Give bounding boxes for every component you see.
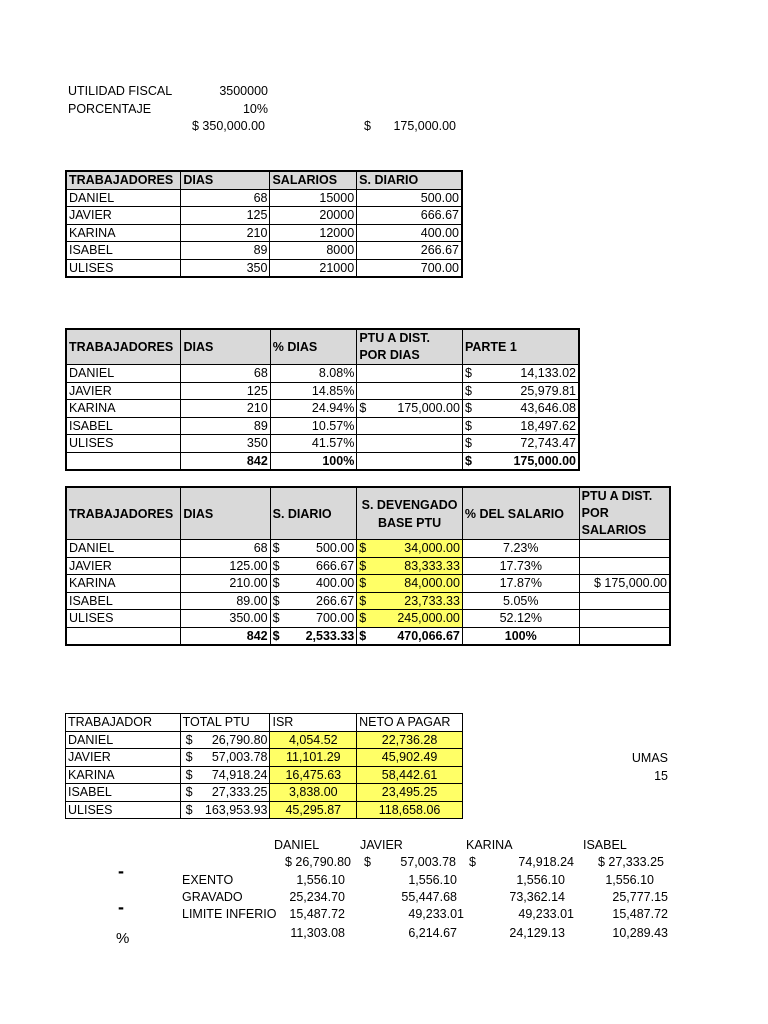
table-cell: 118,658.06 [357,801,463,819]
table-row [66,189,462,207]
table-cell [357,540,463,558]
table-row [66,749,463,767]
table-cell: 4,054.52 [270,731,357,749]
table-cell: 100% [462,627,579,645]
row-value: 11,303.08 [290,926,345,940]
limite-inferior-label: LIMITE INFERIO [182,907,277,921]
row-value: 15,487.72 [289,907,345,921]
col-header: TRABAJADORES [66,171,181,189]
bottom-total-javier: 57,003.78 [400,855,456,869]
table-cell [270,592,357,610]
currency-symbol: $ [469,855,476,869]
table-cell: ULISES [66,259,181,277]
currency-symbol: $ [359,611,367,626]
amount: 43,646.08 [520,401,576,416]
table-cell [270,540,357,558]
table-cell: 15000 [270,189,357,207]
col-header: S. DIARIO [270,487,357,540]
col-header: PTU A DIST. POR SALARIOS [579,487,670,540]
table-row [66,224,462,242]
table-row [66,801,463,819]
currency-symbol: $ [185,802,193,817]
table-cell: 10.57% [270,417,357,435]
table-cell: DANIEL [66,189,181,207]
table-cell: 17.73% [462,557,579,575]
umas-label: UMAS [631,751,668,765]
table-cell: 210 [181,400,270,418]
table-cell: 17.87% [462,575,579,593]
bottom-total-daniel: $ 26,790.80 [284,855,351,869]
porcentaje-value: 10% [242,102,268,116]
table-cell: 22,736.28 [357,731,463,749]
table-row [66,731,463,749]
amount: 14,133.02 [520,366,576,381]
row-value: 10,289.43 [612,926,668,940]
ptu-salarios-table [65,486,671,646]
bottom-name-karina: KARINA [466,838,513,852]
col-header: % DIAS [270,329,357,365]
table-row [66,382,579,400]
utilidad-fiscal-label: UTILIDAD FISCAL [68,84,173,98]
table-cell [180,749,270,767]
table-cell: 700.00 [357,259,462,277]
total-ptu-value: $ 350,000.00 [192,119,265,133]
amount: 175,000.00 [513,453,576,468]
currency-symbol: $ [272,541,280,556]
table-cell: 3,838.00 [270,784,357,802]
total-row [66,627,670,645]
amount: 23,733.33 [404,593,460,608]
table-cell: 12000 [270,224,357,242]
table-cell: 125 [181,382,270,400]
table-cell: 20000 [270,207,357,225]
currency-symbol: $ [359,401,367,416]
table-cell: 500.00 [357,189,462,207]
table-cell: 350 [181,435,270,453]
table-cell [357,417,463,435]
row-value: 15,487.72 [612,907,668,921]
currency-symbol: $ [272,628,280,643]
table-row [66,540,670,558]
table-row [66,610,670,628]
amount: 163,953.93 [204,802,268,817]
col-header: S. DEVENGADO BASE PTU [357,487,463,540]
amount: 84,000.00 [404,576,460,591]
currency-symbol: $ [359,628,367,643]
table-cell: ISABEL [66,242,181,260]
table-cell: 89 [181,242,270,260]
dash-mark: - [118,861,124,881]
col-header: % DEL SALARIO [462,487,579,540]
table-cell: 125.00 [181,557,270,575]
table-cell: 68 [181,365,270,383]
utilidad-fiscal-value: 3500000 [219,84,268,98]
table-cell: 5.05% [462,592,579,610]
row-value: 6,214.67 [408,926,457,940]
salarios-table [65,170,463,278]
row-value: 73,362.14 [509,890,565,904]
umas-value: 15 [654,769,668,783]
table-cell: 14.85% [270,382,357,400]
row-value: 1,556.10 [408,873,457,887]
table-cell [180,766,270,784]
table-cell: ULISES [66,435,181,453]
table-cell: 210.00 [181,575,270,593]
table-cell [357,557,463,575]
table-cell: 68 [181,540,270,558]
table-cell [66,452,181,470]
table-cell: KARINA [66,400,181,418]
gravado-label: GRAVADO [182,890,243,904]
amount: 74,918.24 [211,767,268,782]
amount: 57,003.78 [211,750,268,765]
table-cell: 11,101.29 [270,749,357,767]
col-header: NETO A PAGAR [357,714,463,732]
currency-symbol: $ [359,593,367,608]
bottom-name-daniel: DANIEL [274,838,320,852]
table-row [66,417,579,435]
amount: 27,333.25 [211,785,268,800]
table-cell [270,627,357,645]
currency-symbol: $ [464,453,472,468]
table-cell [579,610,670,628]
table-cell [462,417,579,435]
table-row [66,400,579,418]
amount: 25,979.81 [520,383,576,398]
table-cell: 842 [181,452,270,470]
currency-symbol: $ [272,611,280,626]
table-cell: 400.00 [357,224,462,242]
table-cell: 45,902.49 [357,749,463,767]
col-header: TRABAJADOR [66,714,181,732]
col-header: PARTE 1 [462,329,579,365]
table-cell [270,610,357,628]
table-cell: 89.00 [181,592,270,610]
table-cell: DANIEL [66,365,181,383]
currency-symbol: $ [464,383,472,398]
table-cell: KARINA [66,224,181,242]
currency-symbol: $ [272,576,280,591]
amount: 700.00 [316,611,355,626]
currency-symbol: $ [272,558,280,573]
table-cell: 350 [181,259,270,277]
table-cell [579,592,670,610]
col-header: PTU A DIST. POR DIAS [357,329,463,365]
table-cell [357,435,463,453]
table-cell: ISABEL [66,592,181,610]
table-cell: 52.12% [462,610,579,628]
table-cell: 8.08% [270,365,357,383]
ptu-dias-header-row [66,329,579,365]
table-cell: 842 [181,627,270,645]
table-cell: 45,295.87 [270,801,357,819]
table-cell: 58,442.61 [357,766,463,784]
amount: 26,790.80 [211,732,268,747]
table-cell: 666.67 [357,207,462,225]
table-cell [462,382,579,400]
percent-mark: % [116,930,130,947]
table-cell: JAVIER [66,557,181,575]
bottom-total-karina: 74,918.24 [518,855,574,869]
currency-symbol: $ [185,785,193,800]
table-cell [357,610,463,628]
table-cell: 8000 [270,242,357,260]
table-cell [357,592,463,610]
table-cell [462,400,579,418]
ptu-salarios-header-row [66,487,670,540]
table-cell [270,557,357,575]
bottom-total-isabel: $ 27,333.25 [597,855,664,869]
col-header: SALARIOS [270,171,357,189]
amount: 470,066.67 [397,628,460,643]
table-row [66,365,579,383]
table-cell: DANIEL [66,731,181,749]
currency-symbol: $ [464,366,472,381]
col-header: DIAS [181,329,270,365]
table-cell [357,400,463,418]
col-header: DIAS [181,171,270,189]
bottom-name-javier: JAVIER [360,838,403,852]
currency-symbol: $ [359,558,367,573]
table-cell [462,365,579,383]
ptu-dias-table [65,328,580,471]
amount: 500.00 [316,541,355,556]
table-cell [462,435,579,453]
table-cell: ISABEL [66,417,181,435]
table-cell: 7.23% [462,540,579,558]
amount: 175,000.00 [397,401,460,416]
table-row [66,259,462,277]
half-ptu-symbol: $ [364,119,371,133]
currency-symbol: $ [185,750,193,765]
table-row [66,784,463,802]
table-row [66,242,462,260]
table-cell: KARINA [66,575,181,593]
col-header: TOTAL PTU [180,714,270,732]
total-row [66,452,579,470]
table-cell [180,801,270,819]
amount: 83,333.33 [404,558,460,573]
table-cell [180,784,270,802]
row-value: 55,447.68 [401,890,457,904]
row-value: 49,233.01 [518,907,574,921]
table-cell: 16,475.63 [270,766,357,784]
row-value: 25,777.15 [612,890,668,904]
table-cell: 350.00 [181,610,270,628]
table-cell: $ 175,000.00 [579,575,670,593]
table-cell: ULISES [66,610,181,628]
table-cell: 210 [181,224,270,242]
table-cell: ISABEL [66,784,181,802]
table-cell [579,540,670,558]
bottom-name-isabel: ISABEL [583,838,627,852]
amount: 34,000.00 [404,541,460,556]
table-cell: JAVIER [66,382,181,400]
neto-table [65,713,463,819]
table-cell: 100% [270,452,357,470]
porcentaje-label: PORCENTAJE [68,102,152,116]
table-cell [357,575,463,593]
table-cell [462,452,579,470]
table-cell: DANIEL [66,540,181,558]
col-header: TRABAJADORES [66,487,181,540]
currency-symbol: $ [364,855,371,869]
amount: 2,533.33 [305,628,355,643]
table-cell: 24.94% [270,400,357,418]
table-cell [579,557,670,575]
table-cell [357,382,463,400]
table-row [66,766,463,784]
table-cell [180,731,270,749]
dash-mark: - [118,897,124,917]
exento-label: EXENTO [182,873,234,887]
currency-symbol: $ [185,732,193,747]
table-cell: 68 [181,189,270,207]
currency-symbol: $ [185,767,193,782]
col-header: DIAS [181,487,270,540]
table-row [66,557,670,575]
table-cell [357,452,463,470]
amount: 18,497.62 [520,418,576,433]
neto-header-row [66,714,463,732]
table-cell: 23,495.25 [357,784,463,802]
table-cell [270,575,357,593]
col-header: TRABAJADORES [66,329,181,365]
table-cell: JAVIER [66,207,181,225]
table-cell: 41.57% [270,435,357,453]
amount: 245,000.00 [397,611,460,626]
table-row [66,207,462,225]
table-cell: JAVIER [66,749,181,767]
half-ptu-value: 175,000.00 [393,119,456,133]
table-cell: 125 [181,207,270,225]
table-row [66,592,670,610]
table-cell: 89 [181,417,270,435]
row-value: 1,556.10 [296,873,345,887]
col-header: ISR [270,714,357,732]
amount: 400.00 [316,576,355,591]
table-cell [579,627,670,645]
row-value: 49,233.01 [408,907,464,921]
currency-symbol: $ [359,541,367,556]
amount: 72,743.47 [520,436,576,451]
col-header: S. DIARIO [357,171,462,189]
currency-symbol: $ [464,401,472,416]
table-cell [357,365,463,383]
table-row [66,435,579,453]
table-cell: ULISES [66,801,181,819]
currency-symbol: $ [464,436,472,451]
row-value: 1,556.10 [516,873,565,887]
currency-symbol: $ [272,593,280,608]
amount: 666.67 [316,558,355,573]
amount: 266.67 [316,593,355,608]
table-cell: 21000 [270,259,357,277]
currency-symbol: $ [359,576,367,591]
table-cell: KARINA [66,766,181,784]
table-cell: 266.67 [357,242,462,260]
row-value: 25,234.70 [289,890,345,904]
table-cell [66,627,181,645]
currency-symbol: $ [464,418,472,433]
row-value: 24,129.13 [509,926,565,940]
row-value: 1,556.10 [605,873,654,887]
table-cell [357,627,463,645]
salarios-header-row [66,171,462,189]
table-row [66,575,670,593]
